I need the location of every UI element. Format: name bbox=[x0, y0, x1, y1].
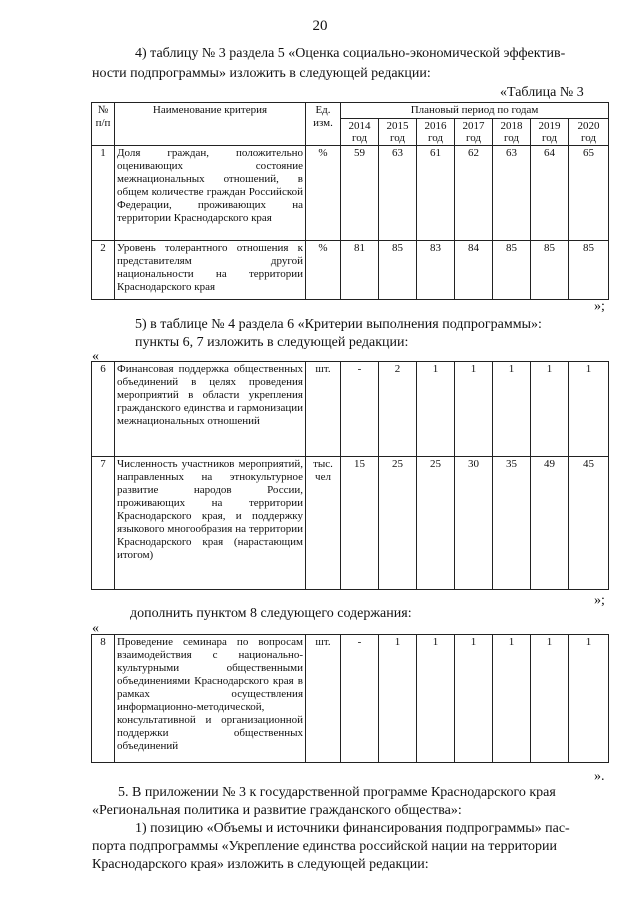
year-header: 2020 год bbox=[569, 119, 609, 146]
header-name: Наименование критерия bbox=[115, 103, 306, 146]
year-header: 2019 год bbox=[531, 119, 569, 146]
header-num: № п/п bbox=[92, 103, 115, 146]
open-quote-2: « bbox=[92, 621, 99, 636]
table-row: 8 Проведение семинара по вопросам взаимодействия с национально-культурными общественными объединениями Краснодарского края в рамках осуществления информационно-методической, консультативной и организационной поддержки общественных объединений шт. - 1 1 1 1 1 1 bbox=[92, 635, 609, 763]
table-row: 1 Доля граждан, положительно оценивающих состояние межнациональных отношений, в общем количестве граждан Российской Федерации, проживающих на территории Краснодарского края % 59 63 61 62 63 64 65 bbox=[92, 146, 609, 241]
header-unit: Ед. изм. bbox=[306, 103, 341, 146]
year-header: 2015 год bbox=[379, 119, 417, 146]
year-header: 2014 год bbox=[341, 119, 379, 146]
item5-1-line2: порта подпрограммы «Укрепление единства российской нации на территории bbox=[92, 839, 557, 854]
year-header: 2017 год bbox=[455, 119, 493, 146]
page-number: 20 bbox=[312, 18, 328, 34]
item5-1-line3: Краснодарского края» изложить в следующей редакции: bbox=[92, 857, 429, 872]
para4-line1: 4) таблицу № 3 раздела 5 «Оценка социально-экономической эффектив- bbox=[135, 46, 566, 61]
year-header: 2016 год bbox=[417, 119, 455, 146]
table-row: 6 Финансовая поддержка общественных объединений в целях проведения мероприятий в области укрепления гражданского единства и гармонизации межнациональных отношений шт. - 2 1 1 1 1 1 bbox=[92, 362, 609, 457]
para4-line2: ности подпрограммы» изложить в следующей редакции: bbox=[92, 66, 431, 81]
table-row: 7 Численность участников мероприятий, направленных на этнокультурное развитие народов России, проживающих на территории Краснодарского края, и поддержку языкового многообразия на территории Краснодарского края (нарастающим итогом) тыс. чел 15 25 25 30 35 49 45 bbox=[92, 457, 609, 590]
close-quote-1: »; bbox=[594, 299, 605, 314]
item5-1-line1: 1) позицию «Объемы и источники финансирования подпрограммы» пас- bbox=[135, 821, 570, 836]
table8 bbox=[91, 634, 609, 763]
para5-line2: пункты 6, 7 изложить в следующей редакции: bbox=[135, 335, 409, 350]
open-quote-1: « bbox=[92, 349, 99, 364]
item5-line2: «Региональная политика и развитие гражданского общества»: bbox=[92, 803, 462, 818]
table4 bbox=[91, 361, 609, 590]
supplement-line: дополнить пунктом 8 следующего содержания: bbox=[130, 606, 412, 621]
table3-caption: «Таблица № 3 bbox=[500, 85, 584, 100]
header-period: Плановый период по годам bbox=[341, 103, 609, 119]
para5-line1: 5) в таблице № 4 раздела 6 «Критерии выполнения подпрограммы»: bbox=[135, 317, 542, 332]
table-row: 2 Уровень толерантного отношения к представителям другой национальности на территории Краснодарского края % 81 85 83 84 85 85 85 bbox=[92, 241, 609, 300]
item5-line1: 5. В приложении № 3 к государственной программе Краснодарского края bbox=[118, 785, 556, 800]
close-quote-3: ». bbox=[594, 769, 605, 784]
table3 bbox=[91, 102, 609, 300]
year-header: 2018 год bbox=[493, 119, 531, 146]
close-quote-2: »; bbox=[594, 593, 605, 608]
